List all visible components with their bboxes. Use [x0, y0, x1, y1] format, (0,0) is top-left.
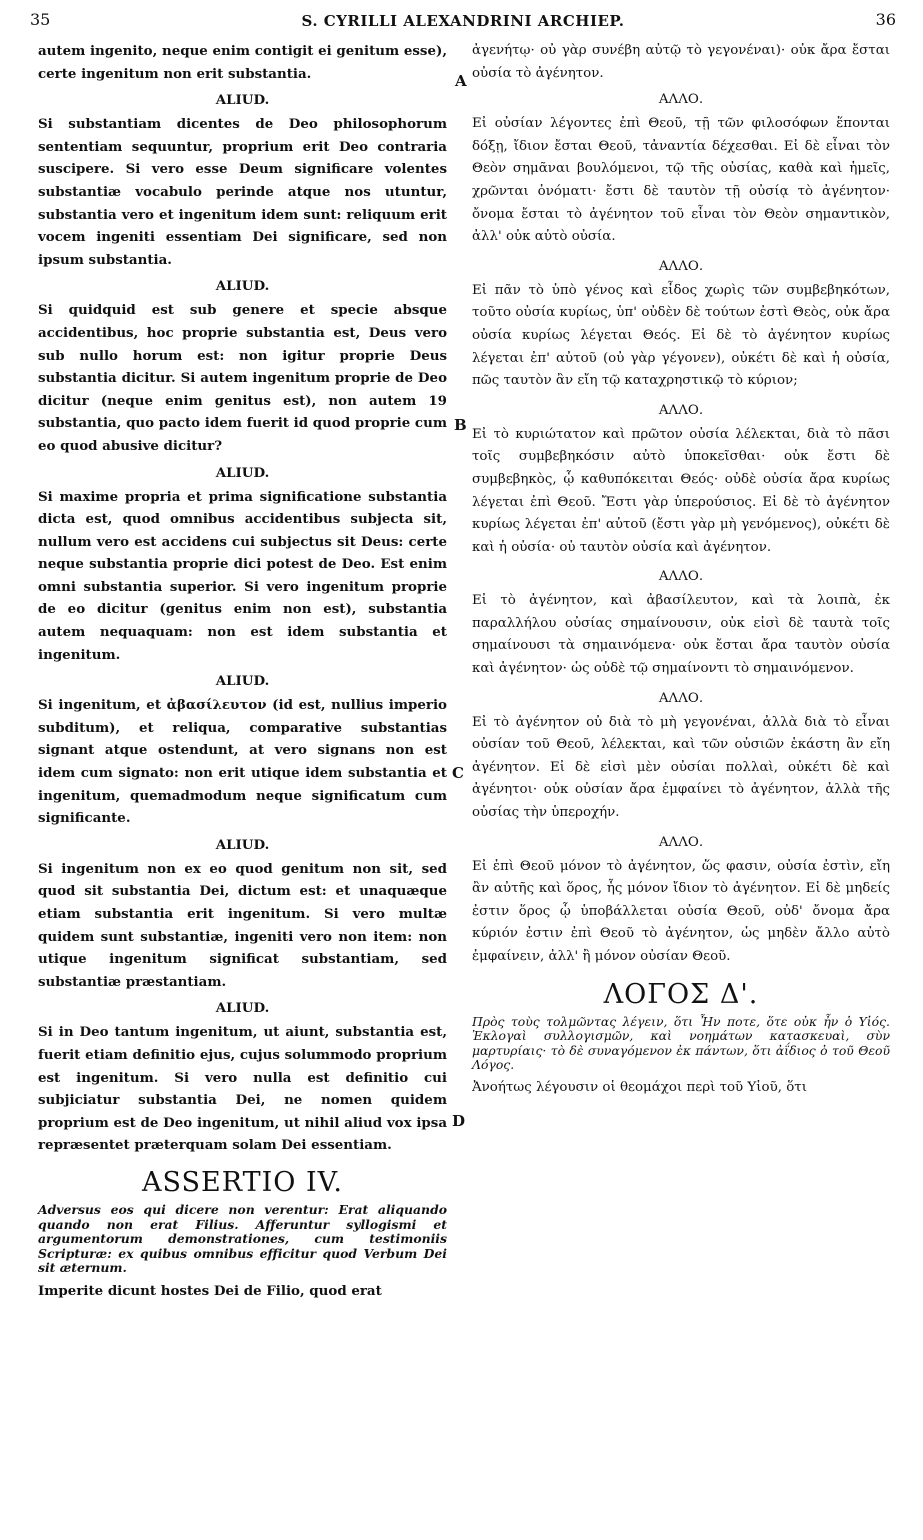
greek-paragraph: ἀγενήτῳ· οὐ γὰρ συνέβη αὐτῷ τὸ γεγονέναι)· οὐκ ἄρα ἔσται οὐσία τὸ ἀγένητον. — [472, 43, 890, 81]
running-header — [30, 10, 896, 34]
greek-paragraph: Εἰ τὸ ἀγένητον οὐ διὰ τὸ μὴ γεγονέναι, ἀλλὰ διὰ τὸ εἶναι οὐσίαν τοῦ Θεοῦ, λέλεκται, καὶ τῶν οὐσιῶν ἑκάστη ἂν εἴη ἀγένητον. Εἰ δὲ εἰσὶ μὲν οὐσίαι πολλαὶ, οὐκέτι δὲ καὶ ἀγένητοι· οὐκ οὐσίαν ἄρα ἐμφαίνει τὸ ἀγένητον, ἀλλὰ τῆς οὐσίας τὴν ὑπεροχήν. — [472, 714, 890, 821]
greek-section-summary: Πρὸς τοὺς τολμῶντας λέγειν, ὅτι Ἦν ποτε, ὅτε οὐκ ἦν ὁ Υἱός. Ἐκλογαὶ συλλογισμῶν, καὶ νοημάτων κατασκευαὶ, σὺν μαρτυρίαις· τὸ δὲ συναγόμενον ἐκ πάντων, ὅτι ἀΐδιος ὁ τοῦ Θεοῦ Λόγος. — [472, 1013, 890, 1073]
margin-marker-d: D — [452, 1112, 466, 1130]
greek-heading: ΑΛΛΟ. — [658, 834, 704, 850]
greek-paragraph: Ἀνοήτως λέγουσιν οἱ θεομάχοι περὶ τοῦ Υἱοῦ, ὅτι — [472, 1079, 807, 1095]
greek-paragraph: Εἰ τὸ ἀγένητον, καὶ ἀβασίλευτον, καὶ τὰ λοιπὰ, ἐκ παραλλήλου οὐσίας σημαίνουσιν, οὐκ εἰσὶ δὲ ταυτὰ τοῖς σημαίνουσι τὰ σημαινόμενα· οὐκ ἔσται ἄρα ταυτὸν οὐσία καὶ ἀγένητον· ὡς οὐδὲ τῷ σημαίνοντι τὸ σημαινόμενον. — [472, 593, 890, 677]
greek-paragraph: Εἰ οὐσίαν λέγοντες ἐπὶ Θεοῦ, τῇ τῶν φιλοσόφων ἕπονται δόξῃ, ἴδιον ἔσται Θεοῦ, τἀναντία δέχεσθαι. Εἰ δὲ εἶναι τὸν Θεὸν σημᾶναι βουλόμενοι, τῷ τῆς οὐσίας, καθὰ καὶ ἡμεῖς, χρῶνται ὀνόματι· ἔστι δὲ ταυτὸν τῇ οὐσίᾳ τὸ ἀγένητον· ὄνομα ἔσται τὸ ἀγένητον τοῦ εἶναι τὸν Θεὸν σημαντικὸν, ἀλλ' οὐκ αὐτὸ οὐσία. — [472, 116, 890, 245]
latin-heading: ALIUD. — [215, 464, 270, 481]
latin-paragraph: Si quidquid est sub genere et specie absque accidentibus, hoc proprie substantia est, Deus vero sub nullo horum est: non igitur proprie Deus substantia dicitur. Si autem ingenitum proprie de Deo dicitur (neque enim genitus est), non autem 19 substantia, quo pacto idem fuerit id quod proprie cum eo quod abusive dicitur? — [38, 302, 447, 454]
latin-heading: ALIUD. — [215, 1000, 270, 1017]
margin-marker-c: C — [452, 764, 464, 782]
latin-paragraph: Si ingenitum non ex eo quod genitum non sit, sed quod sit substantia Dei, dictum est: et unaquæque etiam substantia erit ingenitum. Si vero multæ quidem sunt substantiæ, ingeniti vero non item: non utique ingenitum significat substantiam, sed substantiæ præstantiam. — [38, 860, 447, 990]
greek-paragraph: Εἰ τὸ κυριώτατον καὶ πρῶτον οὐσία λέλεκται, διὰ τὸ πᾶσι τοῖς συμβεβηκόσιν αὐτὸ ὑποκεῖσθαι· οὐκ ἔστι δὲ συμβεβηκὸς, ᾧ καθυπόκειται Θεός· οὐδὲ οὐσία ἄρα κυρίως λέγεται ἐπὶ Θεοῦ. Ἔστι γὰρ ὑπερούσιος. Εἰ δὲ τὸ ἀγένητον κυρίως λέγεται ἐπ' αὐτοῦ (ἔστι γὰρ μὴ γενόμενος), οὐκέτι δὲ καὶ ἡ οὐσία· οὐ ταυτὸν οὐσία καὶ ἀγένητον. — [472, 426, 890, 555]
latin-paragraph: Si in Deo tantum ingenitum, ut aiunt, substantia est, fuerit etiam definitio ejus, cujus solummodo proprium est ingenitum. Si vero nulla est definitio cui subjiciatur substantia Dei, ne nomen quidem proprium est de Deo ingenitum, ut nihil aliud vox ipsa repræsentet præterquam solam Dei essentiam. — [38, 1024, 447, 1154]
latin-section-summary: Adversus eos qui dicere non verentur: Erat aliquando quando non erat Filius. Afferuntur syllogismi et argumentorum demonstrationes, cum testimoniis Scripturæ: ex quibus omnibus efficitur quod Verbum Dei sit æternum. — [38, 1201, 447, 1276]
latin-paragraph: Si maxime propria et prima significatione substantia dicta est, quod omnibus accidentibus subjecta sit, nullum vero est accidens cui subjectus sit Deus: certe neque substantia proprie dici potest de Deo. Est enim omni substantia superior. Si vero ingenitum proprie de eo dicitur (genitus enim non est), substantia autem nequaquam: non est idem substantia et ingenitum. — [38, 488, 447, 663]
latin-heading: ALIUD. — [215, 278, 270, 295]
latin-paragraph: autem ingenito, neque enim contigit ei genitum esse), certe ingenitum non erit substantia. — [38, 43, 447, 82]
latin-section-title: ASSERTIO IV. — [142, 1166, 343, 1198]
latin-heading: ALIUD. — [215, 92, 270, 109]
margin-marker-a: A — [455, 72, 467, 90]
greek-heading: ΑΛΛΟ. — [658, 569, 704, 585]
latin-column — [38, 40, 447, 1303]
running-title: S. CYRILLI ALEXANDRINI ARCHIEP. — [301, 12, 625, 30]
greek-heading: ΑΛΛΟ. — [658, 402, 704, 418]
latin-heading: ALIUD. — [215, 673, 270, 690]
greek-paragraph: Εἰ πᾶν τὸ ὑπὸ γένος καὶ εἶδος χωρὶς τῶν συμβεβηκότων, τοῦτο οὐσία κυρίως, ὑπ' οὐδὲν δὲ τούτων ἐστὶ Θεὸς, οὐκ ἄρα οὐσία κυρίως λέγεται Θεός. Εἰ δὲ τὸ ἀγένητον κυρίως λέγεται ἐπ' αὐτοῦ (οὐ γὰρ γέγονεν), οὐκέτι δὲ καὶ ἡ οὐσία, πῶς ταυτὸν ἂν εἴη τῷ καταχρηστικῷ τὸ κύριον; — [472, 282, 890, 389]
greek-section-title: ΛΟΓΟΣ Δ'. — [603, 978, 759, 1010]
latin-paragraph: Imperite dicunt hostes Dei de Filio, quod erat — [38, 1282, 382, 1299]
latin-paragraph: Si substantiam dicentes de Deo philosophorum sententiam sequuntur, proprium erit Deo contraria suscipere. Si vero esse Deum significare volentes substantiæ vocabulo perinde atque nos utuntur, substantia vero et ingenitum idem sunt: reliquum erit vocem ingeniti essentiam Dei significare, sed non ipsum substantia. — [38, 116, 447, 268]
latin-heading: ALIUD. — [215, 836, 270, 853]
greek-column — [472, 40, 890, 1100]
greek-heading: ΑΛΛΟ. — [658, 92, 704, 108]
greek-heading: ΑΛΛΟ. — [658, 258, 704, 274]
margin-marker-b: B — [454, 416, 467, 434]
page-number-left: 35 — [30, 10, 51, 29]
greek-paragraph: Εἰ ἐπὶ Θεοῦ μόνον τὸ ἀγένητον, ὥς φασιν, οὐσία ἐστὶν, εἴη ἂν αὐτῆς καὶ ὅρος, ἧς μόνον ἴδιον τὸ ἀγένητον. Εἰ δὲ μηδείς ἐστιν ὅρος ᾧ ὑποβάλλεται οὐσία Θεοῦ, οὐδ' ὄνομα ἄρα κύριόν ἐστιν ἐπὶ Θεοῦ τὸ ἀγένητον, ὡς μηδὲν ἄλλο αὐτὸ ἐμφαίνειν, ἀλλ' ἢ μόνον οὐσίαν Θεοῦ. — [472, 858, 890, 964]
greek-heading: ΑΛΛΟ. — [658, 690, 704, 706]
page-number-right: 36 — [875, 10, 896, 29]
latin-paragraph: Si ingenitum, et ἀβασίλευτον (id est, nullius imperio subditum), et reliqua, comparative substantias signant atque ostendunt, at vero signans non est idem cum signato: non erit utique idem substantia et ingenitum, quemadmodum neque significatum cum significante. — [38, 697, 447, 827]
